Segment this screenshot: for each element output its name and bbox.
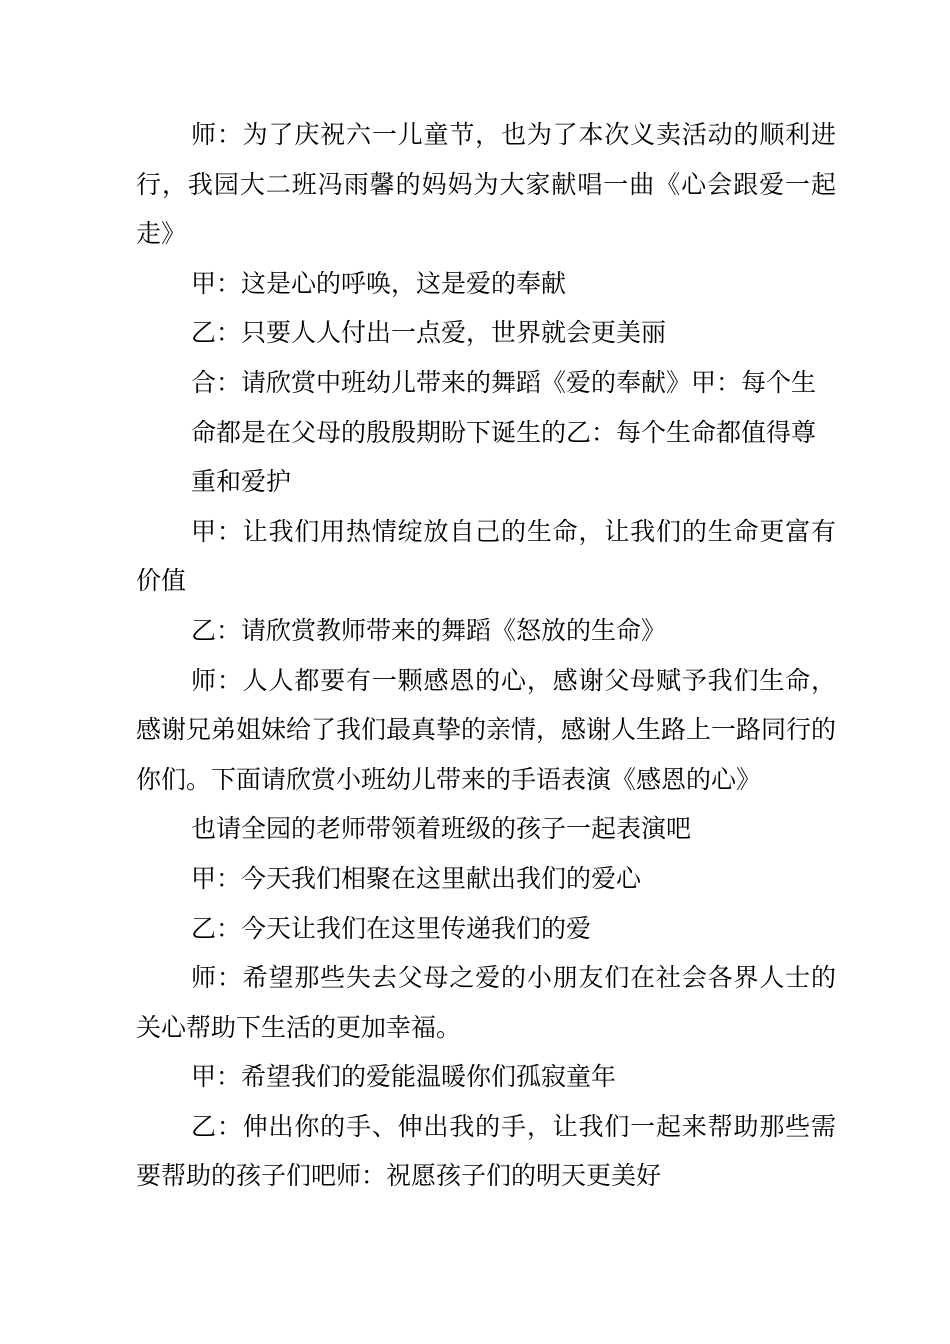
paragraph: 甲：希望我们的爱能温暖你们孤寂童年 (191, 1062, 617, 1092)
paragraph: 重和爱护 (191, 467, 292, 497)
paragraph: 乙：伸出你的手、伸出我的手，让我们一起来帮助那些需要帮助的孩子们吧师：祝愿孩子们的明天更美好 (136, 1111, 836, 1191)
paragraph: 甲：今天我们相聚在这里献出我们的爱心 (191, 863, 642, 893)
paragraph: 乙：只要人人付出一点爱，世界就会更美丽 (191, 318, 667, 348)
paragraph: 师：为了庆祝六一儿童节，也为了本次义卖活动的顺利进行，我园大二班冯雨馨的妈妈为大家献唱一曲《心会跟爱一起走》 (136, 120, 836, 249)
paragraph: 乙：今天让我们在这里传递我们的爱 (191, 913, 592, 943)
paragraph: 师：人人都要有一颗感恩的心，感谢父母赋予我们生命，感谢兄弟姐妹给了我们最真挚的亲情，感谢人生路上一路同行的你们。下面请欣赏小班幼儿带来的手语表演《感恩的心》 (136, 665, 837, 794)
paragraph: 甲：让我们用热情绽放自己的生命，让我们的生命更富有价值 (136, 516, 836, 596)
paragraph: 师：希望那些失去父母之爱的小朋友们在社会各界人士的关心帮助下生活的更加幸福。 (136, 963, 836, 1042)
paragraph: 命都是在父母的殷殷期盼下诞生的乙：每个生命都值得尊 (191, 417, 817, 447)
paragraph: 乙：请欣赏教师带来的舞蹈《怒放的生命》 (191, 615, 667, 645)
paragraph: 也请全园的老师带领着班级的孩子一起表演吧 (191, 814, 692, 844)
document-body (136, 110, 836, 1201)
paragraph: 甲：这是心的呼唤，这是爱的奉献 (191, 268, 567, 298)
paragraph: 合：请欣赏中班幼儿带来的舞蹈《爱的奉献》甲：每个生 (191, 367, 817, 397)
